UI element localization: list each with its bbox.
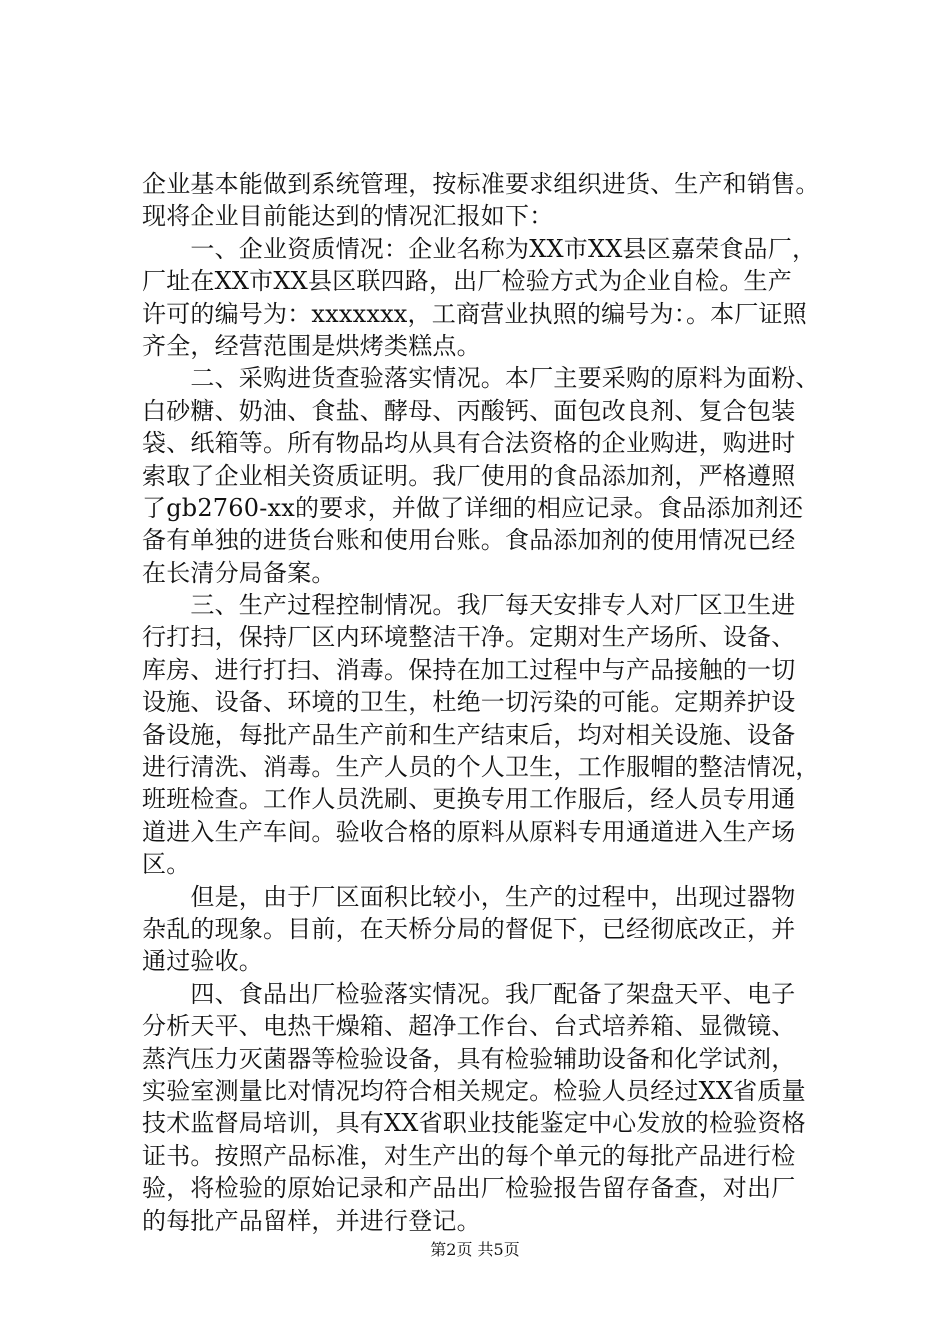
document-body bbox=[142, 168, 824, 1237]
text-line: 四、食品出厂检验落实情况。我厂配备了架盘天平、电子 bbox=[142, 979, 796, 1008]
text-line: 库房、进行打扫、消毒。保持在加工过程中与产品接触的一切 bbox=[142, 655, 796, 684]
text-line: 证书。按照产品标准，对生产出的每个单元的每批产品进行检 bbox=[142, 1141, 796, 1170]
text-line: 厂址在XX市XX县区联四路，出厂检验方式为企业自检。生产 bbox=[142, 267, 792, 296]
text-line: 技术监督局培训，具有XX省职业技能鉴定中心发放的检验资格 bbox=[142, 1109, 806, 1138]
text-line: 设施、设备、环境的卫生，杜绝一切污染的可能。定期养护设 bbox=[142, 688, 796, 717]
text-line: 道进入生产车间。验收合格的原料从原料专用通道进入生产场 bbox=[142, 817, 796, 846]
text-line: 企业基本能做到系统管理，按标准要求组织进货、生产和销售。 bbox=[142, 170, 820, 198]
text-line: 区。 bbox=[142, 850, 191, 879]
text-line: 但是，由于厂区面积比较小，生产的过程中，出现过器物 bbox=[142, 882, 796, 911]
text-line: 齐全，经营范围是烘烤类糕点。 bbox=[142, 331, 481, 360]
text-line: 了gb2760-xx的要求，并做了详细的相应记录。食品添加剂还 bbox=[142, 493, 804, 522]
text-line: 现将企业目前能达到的情况汇报如下： bbox=[142, 202, 554, 231]
text-line: 班班检查。工作人员洗刷、更换专用工作服后，经人员专用通 bbox=[142, 785, 796, 814]
text-line: 许可的编号为：xxxxxxx，工商营业执照的编号为：。本厂证照 bbox=[142, 299, 807, 328]
text-line: 行打扫，保持厂区内环境整洁干净。定期对生产场所、设备、 bbox=[142, 623, 796, 652]
text-line: 实验室测量比对情况均符合相关规定。检验人员经过XX省质量 bbox=[142, 1076, 806, 1105]
text-line: 一、企业资质情况：企业名称为XX市XX县区嘉荣食品厂， bbox=[142, 234, 817, 263]
text-line: 的每批产品留样，并进行登记。 bbox=[142, 1206, 481, 1235]
text-line: 蒸汽压力灭菌器等检验设备，具有检验辅助设备和化学试剂， bbox=[142, 1044, 796, 1073]
text-line: 袋、纸箱等。所有物品均从具有合法资格的企业购进，购进时 bbox=[142, 429, 796, 458]
text-line: 在长清分局备案。 bbox=[142, 558, 336, 587]
text-line: 备设施，每批产品生产前和生产结束后，均对相关设施、设备 bbox=[142, 720, 796, 749]
text-line: 分析天平、电热干燥箱、超净工作台、台式培养箱、显微镜、 bbox=[142, 1012, 796, 1041]
text-line: 二、采购进货查验落实情况。本厂主要采购的原料为面粉、 bbox=[142, 364, 820, 393]
text-line: 通过验收。 bbox=[142, 947, 263, 976]
text-line: 白砂糖、奶油、食盐、酵母、丙酸钙、面包改良剂、复合包装 bbox=[142, 396, 796, 425]
text-line: 三、生产过程控制情况。我厂每天安排专人对厂区卫生进 bbox=[142, 591, 796, 620]
text-line: 索取了企业相关资质证明。我厂使用的食品添加剂，严格遵照 bbox=[142, 461, 796, 490]
page-footer: 第2页 共5页 bbox=[430, 1240, 520, 1259]
text-line: 备有单独的进货台账和使用台账。食品添加剂的使用情况已经 bbox=[142, 526, 796, 555]
text-line: 进行清洗、消毒。生产人员的个人卫生，工作服帽的整洁情况， bbox=[142, 753, 820, 782]
text-line: 杂乱的现象。目前，在天桥分局的督促下，已经彻底改正，并 bbox=[142, 914, 796, 943]
text-line: 验，将检验的原始记录和产品出厂检验报告留存备查，对出厂 bbox=[142, 1174, 796, 1203]
